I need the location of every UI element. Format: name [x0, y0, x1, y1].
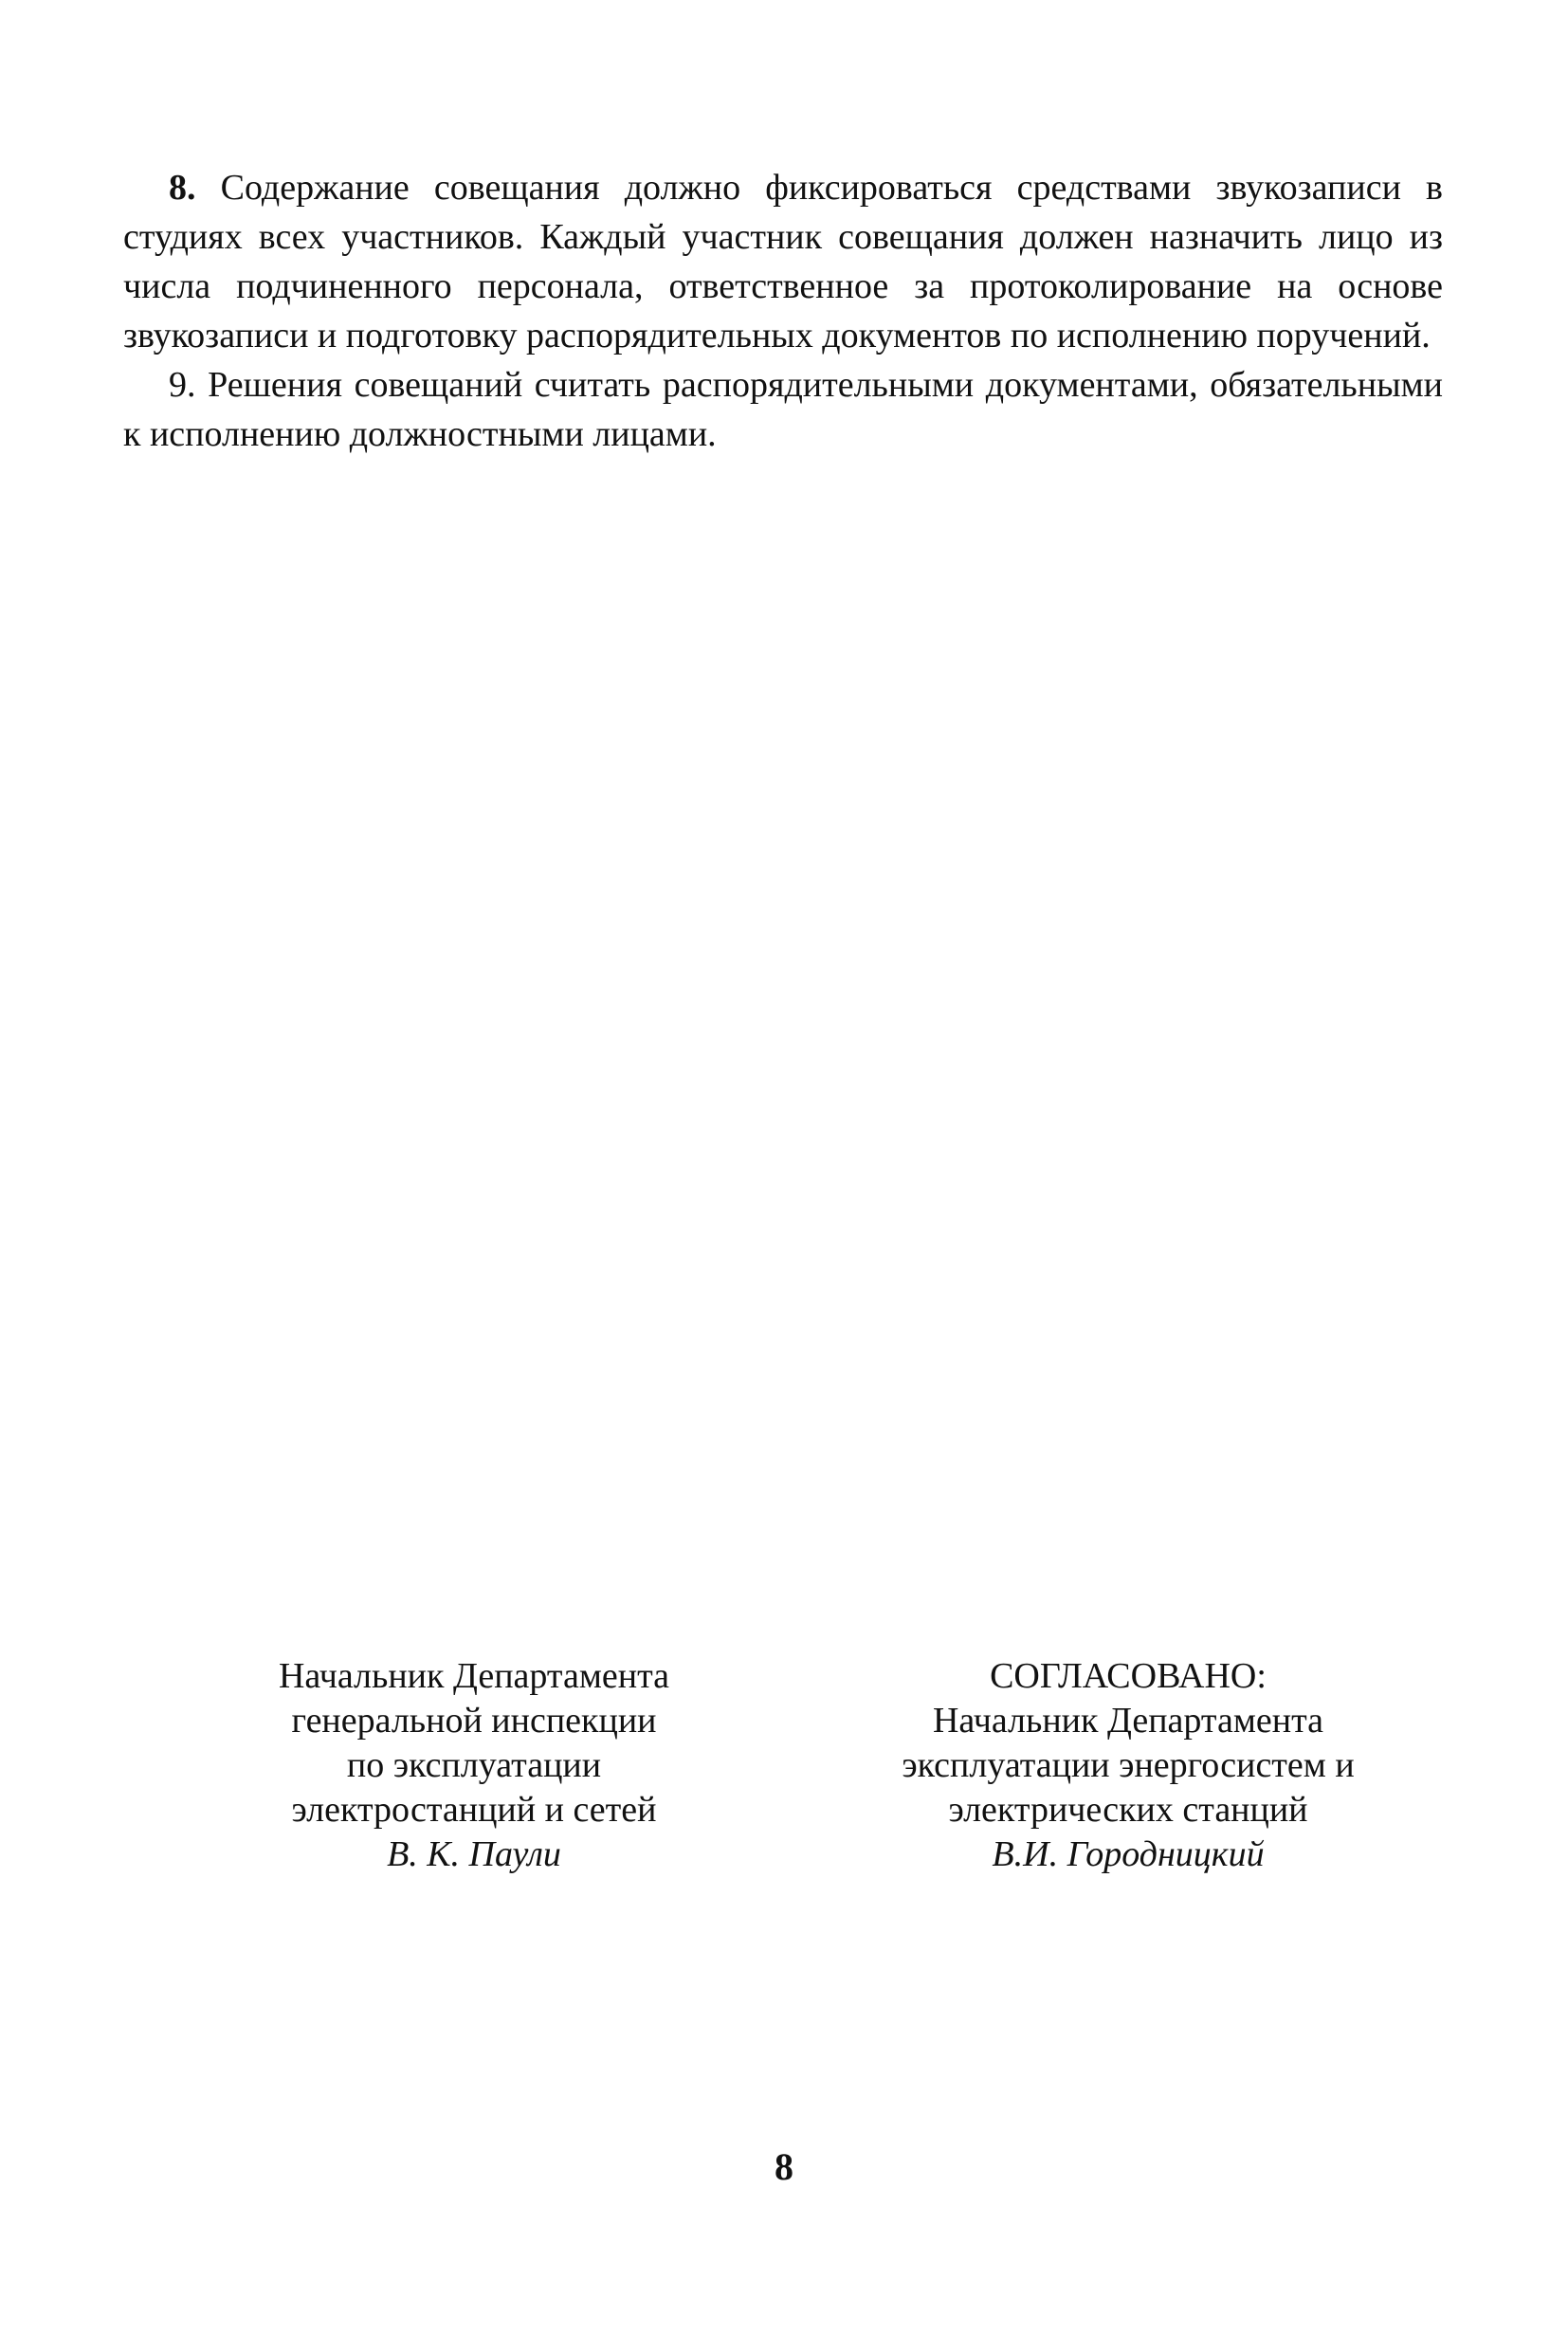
signatures [123, 1654, 1443, 1872]
body-text [123, 163, 1443, 459]
signature-title-line: электрических станций [948, 1790, 1308, 1830]
paragraph-number: 8. [169, 168, 196, 208]
signature-title-line: электростанций и сетей [291, 1790, 657, 1830]
paragraph-8 [123, 163, 1443, 360]
signatory-name: В.И. Городницкий [992, 1834, 1265, 1874]
signature-title-line: эксплуатации энергосистем и [902, 1745, 1355, 1785]
signature-title-line: Начальник Департамента [932, 1701, 1324, 1741]
signature-title-line: по эксплуатации [346, 1745, 602, 1785]
signature-left [190, 1654, 758, 1877]
signature-title-line: Начальник Департамента [278, 1656, 670, 1696]
signature-right [844, 1654, 1413, 1877]
paragraph-text: Содержание совещания должно фиксироваться средствами звукозаписи в студиях всех участников. Каждый участник совещания должен назначить лицо из числа подчиненного персонала, ответственное за протоколирование на основе звукозаписи и подготовку распорядительных документов по исполнению поручений. [123, 168, 1443, 356]
signature-title-line: генеральной инспекции [291, 1701, 657, 1741]
paragraph-text: Решения совещаний считать распорядительными документами, обязательными к исполнению должностными лицами. [123, 365, 1444, 454]
paragraph-9 [123, 360, 1443, 459]
paragraph-number: 9. [169, 365, 196, 405]
approval-heading: СОГЛАСОВАНО: [990, 1656, 1267, 1696]
page-number: 8 [775, 2145, 793, 2188]
signatory-name: В. К. Паули [387, 1834, 561, 1874]
